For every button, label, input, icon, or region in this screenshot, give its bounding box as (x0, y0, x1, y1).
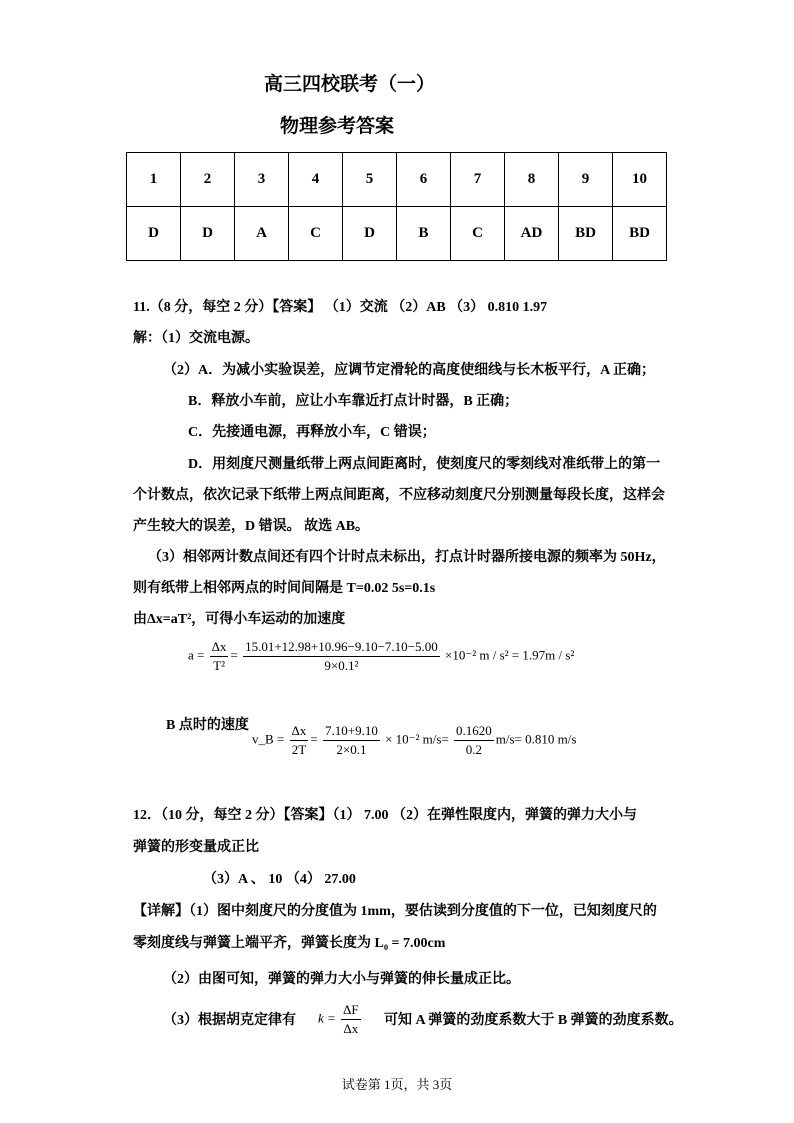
answer-cell: C (451, 207, 505, 261)
eq-mid: × 10⁻² m/s= (385, 731, 449, 747)
fraction (243, 638, 440, 675)
q11-line: B．释放小车前，应让小车靠近打点计时器，B 正确； (188, 394, 519, 409)
question-number-cell: 2 (181, 153, 235, 207)
question-number-cell: 6 (397, 153, 451, 207)
answer-row (127, 207, 667, 261)
question-number-cell: 9 (559, 153, 613, 207)
q11-line: （3）相邻两计数点间还有四个计时点未标出，打点计时器所接电源的频率为 50Hz， (148, 550, 666, 565)
velocity-equation: v_B = $\frac{\Delta x}{2T}$ = $\frac{7.10+9.10}{2\times 0.1}$ × 10⁻² m/s= $\frac{0.1620}{0.2}$ m/s= 0.810 m/s (252, 723, 577, 757)
question-number-cell: 5 (343, 153, 397, 207)
q12-line: 零刻度线与弹簧上端平齐，弹簧长度为 L₀ = 7.00cm (133, 936, 446, 951)
answer-cell: B (397, 207, 451, 261)
answer-cell: BD (559, 207, 613, 261)
q11-line: D．用刻度尺测量纸带上两点间距离时，使刻度尺的零刻线对准纸带上的第一 (188, 457, 661, 472)
answer-cell: D (181, 207, 235, 261)
q12-line: 弹簧的形变量成正比 (133, 840, 259, 855)
answer-cell: C (289, 207, 343, 261)
doc-subtitle: 物理参考答案 (280, 116, 395, 137)
q12-line: （3）A 、 10 （4） 27.00 (203, 872, 356, 887)
fraction (454, 722, 494, 759)
fraction (290, 722, 309, 759)
q11-line: 由Δx=aT²，可得小车运动的加速度 (133, 612, 346, 627)
q12-line: （3）根据胡克定律有 (163, 1013, 296, 1028)
answer-table (126, 152, 667, 261)
q11-line: 产生较大的误差，D 错误。 故选 AB。 (133, 519, 370, 534)
denominator: 9×0.1² (324, 658, 359, 673)
denominator: 0.2 (465, 742, 483, 757)
question-number-cell: 10 (613, 153, 667, 207)
question-number-cell: 3 (235, 153, 289, 207)
denominator: 2×0.1 (336, 742, 367, 757)
q12-line: 【详解】（1）图中刻度尺的分度值为 1mm，要估读到分度值的下一位，已知刻度尺的 (133, 904, 657, 919)
acceleration-equation: a = $\frac{\Delta x}{\text{T²}}$ = $\frac{15.01+12.98+10.96-9.10-7.10-5.00}{\text{9×0.1²}}$ ×10⁻² m / s² = 1.97m / s² (188, 639, 575, 673)
question-number-cell: 8 (505, 153, 559, 207)
eq-rest: m/s= 0.810 m/s (495, 731, 577, 747)
answer-cell: D (127, 207, 181, 261)
fraction (341, 1001, 361, 1038)
eq-lhs: v_B = (252, 731, 285, 747)
denominator: 2T (291, 742, 307, 757)
vb-label: B 点时的速度 (166, 718, 249, 733)
question-number-cell: 7 (451, 153, 505, 207)
question-number-row (127, 153, 667, 207)
numerator: ΔF (341, 1001, 361, 1020)
eq-rest: ×10⁻² m / s² = 1.97m / s² (445, 647, 575, 663)
numerator: 0.1620 (454, 722, 494, 741)
q11-line: 个计数点，依次记录下纸带上两点间距离，不应移动刻度尺分别测量每段长度，这样会 (133, 488, 665, 503)
page-footer: 试卷第 1页，共 3页 (341, 1077, 453, 1092)
numerator: Δx (290, 722, 309, 741)
q11-line: C．先接通电源，再释放小车，C 错误； (188, 425, 436, 440)
eq-lhs: k = (318, 1010, 336, 1026)
numerator: 15.01+12.98+10.96−9.10−7.10−5.00 (243, 638, 440, 657)
q12-header: 12．（10 分，每空 2 分）【答案】（1） 7.00 （2）在弹性限度内，弹簧的弹力大小与 (133, 808, 637, 823)
answer-cell: AD (505, 207, 559, 261)
q11-line: （2）A．为减小实验误差，应调节定滑轮的高度使细线与长木板平行，A 正确； (163, 363, 655, 378)
q11-header: 11.（8 分，每空 2 分）【答案】 （1）交流 （2）AB （3） 0.810 1.97 (133, 300, 548, 315)
q11-line: 则有纸带上相邻两点的时间间隔是 T=0.02 5s=0.1s (133, 581, 436, 596)
question-number-cell: 4 (289, 153, 343, 207)
eq-lhs: a = (188, 647, 205, 663)
fraction (323, 722, 380, 759)
answer-cell: A (235, 207, 289, 261)
answer-cell: D (343, 207, 397, 261)
denominator: T² (213, 658, 225, 673)
numerator: 7.10+9.10 (323, 722, 380, 741)
q12-line: 可知 A 弹簧的劲度系数大于 B 弹簧的劲度系数。 (384, 1013, 683, 1028)
doc-title: 高三四校联考（一） (264, 74, 436, 95)
q11-line: 解：（1）交流电源。 (133, 331, 259, 346)
answer-cell: BD (613, 207, 667, 261)
q12-line: （2）由图可知，弹簧的弹力大小与弹簧的伸长量成正比。 (163, 972, 520, 987)
fraction (210, 638, 229, 675)
numerator: Δx (210, 638, 229, 657)
hooke-equation (318, 1001, 363, 1038)
denominator: Δx (343, 1021, 359, 1036)
question-number-cell: 1 (127, 153, 181, 207)
